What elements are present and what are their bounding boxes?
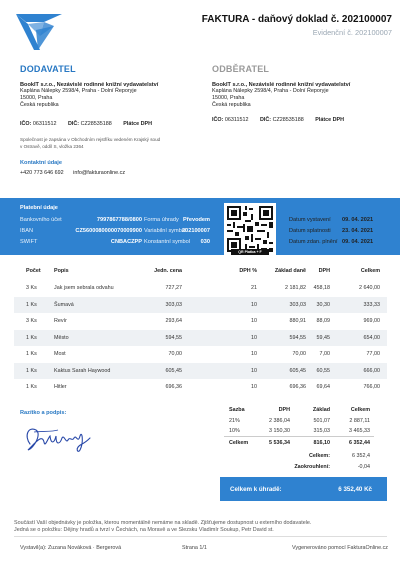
sum-cell-base: 315,03 xyxy=(313,428,330,434)
due-label: Datum splatnosti xyxy=(289,228,331,234)
cell-description: Jak jsem sebrala odvahu xyxy=(54,285,114,291)
table-row xyxy=(14,297,387,313)
sum-cell-rate: 21% xyxy=(229,418,240,424)
col-header-count: Počet xyxy=(26,268,41,274)
rounding-label: Zaokrouhlení: xyxy=(294,464,330,470)
invoice-title: FAKTURA - daňový doklad č. 202100007 xyxy=(201,14,392,25)
cell-vat: 60,55 xyxy=(316,367,330,374)
cell-total: 654,00 xyxy=(363,334,380,341)
issued-value: 09. 04. 2021 xyxy=(342,217,374,223)
signature-image xyxy=(22,422,92,456)
customer-dic: CZ28535188 xyxy=(272,117,304,123)
cell-tax-base: 70,00 xyxy=(292,351,306,357)
supplier-ico-label: IČO: xyxy=(20,121,32,127)
col-header-tax-base: Základ daně xyxy=(274,268,306,274)
cell-total: 766,00 xyxy=(363,384,380,390)
cell-description: Hitler xyxy=(54,384,67,390)
cell-unit-price: 605,45 xyxy=(165,367,182,374)
amount-due-label: Celkem k úhradě: xyxy=(230,486,282,493)
table-row xyxy=(14,313,387,329)
cell-count: 1 Ks xyxy=(26,384,37,390)
contact-phone[interactable]: +420 773 646 692 xyxy=(20,170,64,176)
cell-unit-price: 727,27 xyxy=(165,285,182,291)
supplier-vat: Plátce DPH xyxy=(123,121,153,127)
cell-tax-base: 2 181,82 xyxy=(285,285,306,291)
table-row xyxy=(14,363,387,379)
sum-header-rate: Sazba xyxy=(229,407,245,413)
sum-cell-total: 3 465,33 xyxy=(349,428,370,434)
supplier-heading: DODAVATEL xyxy=(20,64,76,74)
cell-description: Šumavá xyxy=(54,301,74,308)
cell-vat: 69,64 xyxy=(316,384,330,390)
sum-cell-rate: 10% xyxy=(229,428,240,434)
signature-label: Razítko a podpis: xyxy=(20,410,67,416)
supplier-dic: CZ28535188 xyxy=(80,121,112,127)
customer-name: BookIT s.r.o., Nezávislé rodinné knižní vydavatelství xyxy=(212,82,351,88)
cell-tax-base: 605,45 xyxy=(289,367,306,374)
sum-cell-vat: 3 150,30 xyxy=(269,428,290,434)
supplier-ico: 06311512 xyxy=(32,121,57,127)
supplier-block xyxy=(20,82,205,108)
cell-total: 969,00 xyxy=(363,318,380,324)
supplier-city: 15000, Praha xyxy=(20,94,53,101)
cell-vat: 7,00 xyxy=(319,351,330,357)
supplier-country: Česká republika xyxy=(20,101,59,108)
footer-divider xyxy=(14,536,387,537)
supplier-street: Kaplána Nálepky 2598/4, Praha - Dolní Řeporyje xyxy=(20,88,137,94)
payment-band xyxy=(0,198,400,255)
cell-tax-base: 303,03 xyxy=(289,301,306,308)
customer-street: Kaplána Nálepky 2598/4, Praha - Dolní Řeporyje xyxy=(212,88,329,94)
col-header-vat-rate: DPH % xyxy=(239,268,257,274)
footer-issued-by: Vystavil(a): Zuzana Nováková · Bergerová xyxy=(20,545,122,551)
table-row xyxy=(14,379,387,395)
cell-total: 77,00 xyxy=(366,351,380,357)
sum-total-label: Celkem xyxy=(229,440,249,446)
evidence-number: Evidenční č. 202100007 xyxy=(312,28,392,37)
supplier-register xyxy=(20,136,160,150)
supplier-name: BookIT s.r.o., Nezávislé rodinné knižní vydavatelství xyxy=(20,82,159,88)
amount-due-value: 6 352,40 Kč xyxy=(338,486,372,493)
swift-label: SWIFT xyxy=(20,239,38,245)
payment-heading: Platební údaje xyxy=(20,205,58,211)
stock-note-line2: Jedná se o položku: Dějiny hradů a tvrzí v Čechách, na Moravě a ve Slezsku Vladimír Soukup, Petr David st. xyxy=(14,527,274,534)
iban-label: IBAN xyxy=(20,228,34,234)
cell-unit-price: 70,00 xyxy=(168,351,182,357)
cell-count: 3 Ks xyxy=(26,285,37,291)
cell-vat: 59,45 xyxy=(316,334,330,341)
cell-vat-rate: 10 xyxy=(251,318,257,324)
cell-vat-rate: 21 xyxy=(251,285,257,291)
cell-vat: 458,18 xyxy=(313,285,330,291)
cell-vat-rate: 10 xyxy=(251,367,257,374)
contact-row xyxy=(20,170,125,177)
summary-divider xyxy=(224,436,374,437)
method-label: Forma úhrady xyxy=(144,217,179,223)
cell-tax-base: 880,91 xyxy=(289,318,306,324)
customer-ico: 06311512 xyxy=(224,117,249,123)
customer-city: 15000, Praha xyxy=(212,94,245,101)
sum-total-total: 6 352,44 xyxy=(349,440,370,446)
issued-label: Datum vystavení xyxy=(289,217,331,223)
ks-label: Konstantní symbol xyxy=(144,239,191,245)
contact-email[interactable]: info@fakturaonline.cz xyxy=(73,170,126,176)
rounding-value: -0,04 xyxy=(357,464,370,470)
cell-vat: 30,30 xyxy=(316,301,330,308)
supplier-dic-label: DIČ: xyxy=(67,121,80,127)
cell-unit-price: 303,03 xyxy=(165,301,182,308)
supplier-register-line2: v Ostravě, oddíl S, vložka 2364 xyxy=(20,144,84,149)
sum-cell-total: 2 887,11 xyxy=(349,418,370,424)
cell-description: Most xyxy=(54,351,66,357)
table-row xyxy=(14,346,387,362)
celkem-label: Celkem: xyxy=(309,453,330,459)
sum-cell-base: 501,07 xyxy=(313,418,330,424)
customer-vat: Plátce DPH xyxy=(315,117,345,123)
qr-code-icon xyxy=(224,203,276,255)
customer-ids xyxy=(212,117,344,124)
sum-header-vat: DPH xyxy=(278,407,290,413)
customer-block xyxy=(212,82,392,108)
customer-ico-label: IČO: xyxy=(212,117,224,123)
cell-vat-rate: 10 xyxy=(251,384,257,390)
cell-unit-price: 293,64 xyxy=(165,318,182,324)
company-logo xyxy=(14,12,64,52)
col-header-unit-price: Jedn. cena xyxy=(154,268,182,274)
swift-value: CNBACZPP xyxy=(110,239,142,245)
cell-total: 666,00 xyxy=(363,367,380,374)
footer-page: Strana 1/1 xyxy=(182,545,207,551)
ks-value: 030 xyxy=(200,239,210,245)
stock-note xyxy=(14,520,386,534)
account-label: Bankovního účet xyxy=(20,217,62,223)
cell-description: Město xyxy=(54,334,69,341)
sum-cell-vat: 2 386,04 xyxy=(269,418,290,424)
vs-label: Variabilní symbol xyxy=(144,228,187,234)
footer-generated[interactable]: Vygenerováno pomocí FakturaOnline.cz xyxy=(292,545,388,551)
iban-value: CZ5600080000070009900 xyxy=(75,228,142,234)
stock-note-line1: Součástí Vaší objednávky je položka, kterou momentálně nemáme na skladě. Zjišťujeme dostupnost u externího dodavatele. xyxy=(14,520,312,526)
cell-count: 3 Ks xyxy=(26,318,37,324)
cell-total: 2 640,00 xyxy=(359,285,380,291)
cell-count: 1 Ks xyxy=(26,334,37,341)
cell-unit-price: 696,36 xyxy=(165,384,182,390)
customer-country: Česká republika xyxy=(212,101,251,108)
method-value: Převodem xyxy=(182,217,210,223)
cell-unit-price: 594,55 xyxy=(165,334,182,341)
tax-date-value: 09. 04. 2021 xyxy=(342,239,374,245)
sum-header-base: Základ xyxy=(312,407,330,413)
cell-vat-rate: 10 xyxy=(251,334,257,341)
cell-tax-base: 594,55 xyxy=(289,334,306,341)
qr-caption: QR Platba + F xyxy=(231,249,269,255)
table-row xyxy=(14,330,387,346)
supplier-ids xyxy=(20,121,152,128)
celkem-value: 6 352,4 xyxy=(352,453,370,459)
tax-date-label: Datum zdan. plnění xyxy=(289,239,338,245)
supplier-register-line1: Společnost je zapsána v Obchodním rejstříku vedeném Krajský soud xyxy=(20,137,161,142)
cell-tax-base: 696,36 xyxy=(289,384,306,390)
account-value: 7997867788/0800 xyxy=(96,217,142,223)
cell-description: Kaktus Sarah Haywood xyxy=(54,367,111,374)
sum-total-base: 816,10 xyxy=(313,440,330,446)
due-value: 23. 04. 2021 xyxy=(342,228,374,234)
contact-heading: Kontaktní údaje xyxy=(20,160,62,166)
vs-value: 202100007 xyxy=(182,228,210,234)
cell-description: Revír xyxy=(54,318,67,324)
cell-vat-rate: 10 xyxy=(251,301,257,308)
col-header-vat: DPH xyxy=(318,268,330,274)
cell-total: 333,33 xyxy=(363,301,380,308)
cell-count: 1 Ks xyxy=(26,367,37,374)
table-row xyxy=(14,280,387,296)
cell-vat: 88,09 xyxy=(316,318,330,324)
customer-heading: ODBĚRATEL xyxy=(212,64,270,74)
cell-count: 1 Ks xyxy=(26,351,37,357)
sum-header-total: Celkem xyxy=(350,407,370,413)
customer-dic-label: DIČ: xyxy=(259,117,272,123)
col-header-description: Popis xyxy=(54,268,69,274)
col-header-total: Celkem xyxy=(360,268,380,274)
sum-total-vat: 5 536,34 xyxy=(269,440,290,446)
cell-count: 1 Ks xyxy=(26,301,37,308)
cell-vat-rate: 10 xyxy=(251,351,257,357)
